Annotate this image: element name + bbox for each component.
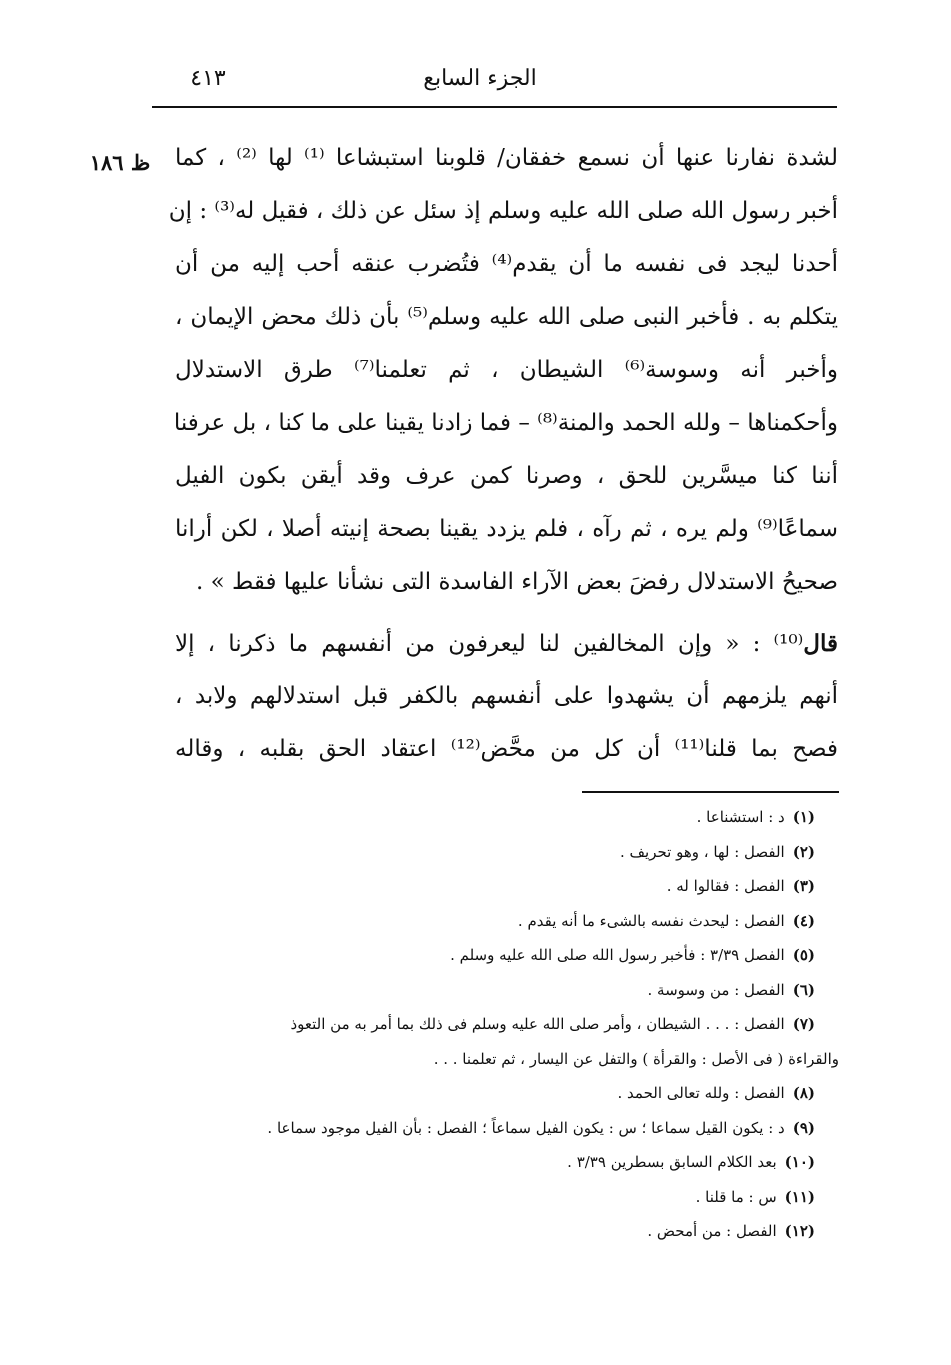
footnote-rule — [582, 791, 839, 793]
footnote-number: (١١) — [784, 1187, 815, 1206]
footnote-text: الفصل : فقالوا له . — [666, 877, 785, 895]
footnote-text: الفصل : لها ، وهو تحريف . — [619, 842, 785, 861]
text-line: أحدنا ليجد فى نفسه ما أن يقدم⁽⁴⁾ فتُضرب عنقه أحب إليه من أن — [175, 251, 838, 277]
footnote-number: (٨) — [792, 1084, 815, 1102]
footnote-number: (٣) — [792, 877, 815, 895]
footnote-text: الفصل : من وسوسة . — [647, 980, 785, 999]
footnote-12 — [140, 1214, 815, 1249]
text-line: يتكلم به . فأخبر النبى صلى الله عليه وسلم⁽⁵⁾ بأن ذلك محض الإيمان ، — [175, 304, 838, 330]
text-line: أننا كنا ميسَّرين للحق ، وصرنا كمن عرف وقد أيقن بكون الفيل — [175, 463, 838, 489]
text-line: فصح بما قلنا⁽¹¹⁾ أن كل من محَّض⁽¹²⁾ اعتقاد الحق بقلبه ، وقاله — [175, 736, 838, 762]
text-line: صحيحُ الاستدلال رفضَ بعض الآراء الفاسدة التى نشأنا عليها فقط » . — [196, 569, 838, 595]
lead-word: قال — [803, 630, 838, 657]
text-line: سماعًا⁽⁹⁾ ولم يره ، ثم رآه ، فلم يزدد يقينا بصحة إنيته أصلا ، لكن أرانا — [175, 516, 838, 542]
footnote-text: س : ما قلنا . — [695, 1187, 777, 1206]
main-text — [168, 132, 839, 776]
text-line: وأخبر أنه وسوسة⁽⁶⁾ الشيطان ، ثم تعلمنا⁽⁷⁾ طرق الاستدلال — [175, 357, 839, 383]
footnote-number: (٦) — [792, 980, 815, 999]
footnote-7 — [140, 1007, 815, 1042]
footnote-number: (٩) — [792, 1118, 815, 1137]
text-line: أنهم يلزمهم أن يشهدوا على أنفسهم بالكفر قبل استدلالهم ولابد ، — [175, 683, 838, 709]
text-line: أخبر رسول الله صلى الله عليه وسلم إذ سئل عن ذلك ، فقيل له⁽³⁾ : إن — [168, 198, 838, 224]
footnote-4 — [140, 904, 815, 939]
footnote-2 — [140, 835, 815, 870]
footnote-5 — [140, 938, 815, 973]
paragraph-1 — [168, 132, 839, 609]
footnote-number: (٧) — [792, 1015, 815, 1033]
page-number: ٤١٣ — [190, 66, 226, 91]
footnote-text: الفصل ٣/٣٩ : فأخبر رسول الله صلى الله عليه وسلم . — [450, 946, 785, 964]
footnote-11 — [140, 1180, 815, 1215]
footnote-7-continued — [140, 1042, 839, 1077]
header-rule — [152, 106, 837, 108]
footnote-text: الفصل : ليحدث نفسه بالشىء ما أنه يقدم . — [517, 911, 785, 930]
footnote-text: د : استشناعا . — [696, 808, 785, 826]
footnote-3 — [140, 869, 815, 904]
footnote-8 — [140, 1076, 815, 1111]
footnote-1 — [140, 800, 815, 835]
footnote-number: (٤) — [792, 911, 815, 930]
footnote-6 — [140, 973, 815, 1008]
footnote-number: (١٢) — [784, 1222, 815, 1240]
footnote-number: (١٠) — [784, 1153, 815, 1171]
running-title: الجزء السابع — [423, 66, 537, 91]
text-line: لشدة نفارنا عنها أن نسمع خفقان/ قلوبنا استبشاعا ⁽¹⁾ لها ⁽²⁾ ، كما — [175, 145, 838, 171]
footnote-text: الفصل : . . . الشيطان ، وأمر صلى الله عليه وسلم فى ذلك بما أمر به من التعوذ — [290, 1015, 785, 1033]
text-line: وأحكمناها – ولله الحمد والمنة⁽⁸⁾ – فما زادنا يقينا على ما كنا ، بل عرفنا — [173, 410, 838, 436]
paragraph-2 — [175, 617, 838, 776]
footnote-number: (١) — [792, 808, 815, 826]
text-line — [175, 617, 838, 670]
footnote-text: بعد الكلام السابق بسطرين ٣/٣٩ . — [567, 1153, 777, 1171]
text-line-rest: ⁽¹⁰⁾ : « وإن المخالفين لنا ليعرفون من أنفسهم ما ذكرنا ، إلا — [175, 631, 804, 657]
footnote-10 — [140, 1145, 815, 1180]
footnotes — [140, 800, 839, 1249]
footnote-number: (٥) — [792, 946, 815, 964]
footnote-text: الفصل : من أمحض . — [647, 1222, 777, 1240]
footnote-text: والقراءة ( فى الأصل : والقرأة ) والتفل عن اليسار ، ثم تعلمنا . . . — [433, 1049, 839, 1068]
footnote-text: د : يكون القيل سماعا ؛ س : يكون الفيل سماعاً ؛ الفصل : بأن الفيل موجود سماعا . — [267, 1118, 785, 1137]
footnote-number: (٢) — [792, 842, 815, 861]
paragraph-gap — [175, 609, 838, 617]
footnote-text: الفصل : ولله تعالى الحمد . — [617, 1084, 785, 1102]
manuscript-folio-note: ظ ١٨٦ — [89, 150, 151, 175]
footnote-9 — [140, 1111, 815, 1146]
